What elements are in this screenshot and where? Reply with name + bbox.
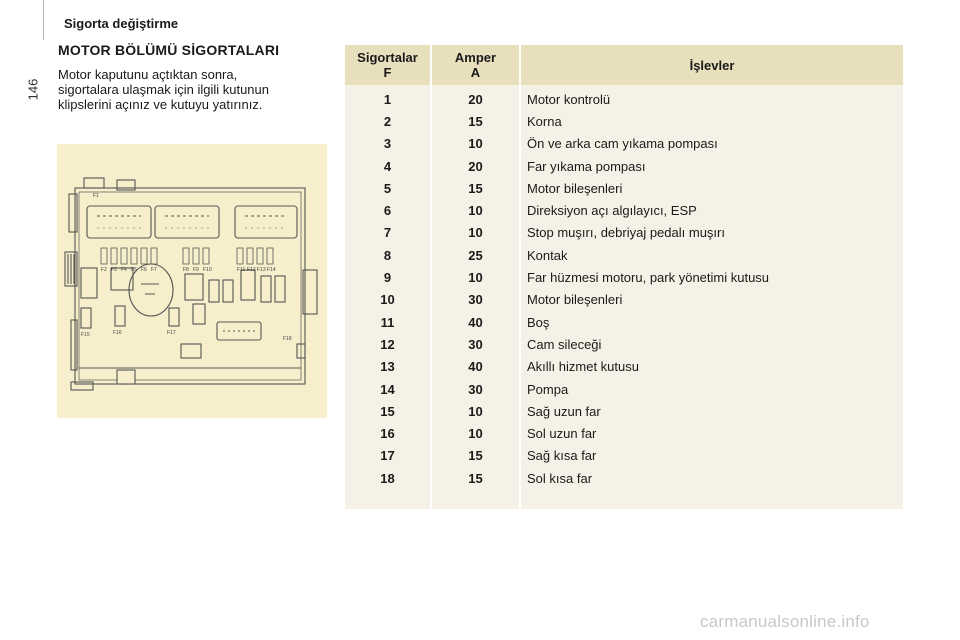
fuse-number: 6 bbox=[345, 199, 431, 221]
svg-text:F14: F14 bbox=[267, 267, 276, 273]
amperage: 30 bbox=[431, 289, 520, 311]
amperage: 10 bbox=[431, 199, 520, 221]
table-row bbox=[345, 311, 903, 333]
fuse-function: Motor bileşenleri bbox=[520, 289, 903, 311]
svg-text:F7: F7 bbox=[151, 267, 157, 273]
svg-text:F5: F5 bbox=[131, 267, 137, 273]
fuse-number: 11 bbox=[345, 311, 431, 333]
table-row bbox=[345, 333, 903, 355]
fuse-function: Sol uzun far bbox=[520, 422, 903, 444]
amperage: 10 bbox=[431, 133, 520, 155]
amperage: 10 bbox=[431, 266, 520, 288]
table-row bbox=[345, 400, 903, 422]
relay-left bbox=[81, 268, 97, 298]
amperage: 15 bbox=[431, 110, 520, 132]
amperage: 20 bbox=[431, 155, 520, 177]
svg-text:F10: F10 bbox=[203, 267, 212, 273]
intro-paragraph: Motor kaputunu açtıktan sonra, sigortalara ulaşmak için ilgili kutunun klipslerini açınız ve kutuyu yatırınız. bbox=[58, 67, 269, 112]
table-row bbox=[345, 155, 903, 177]
amperage: 15 bbox=[431, 445, 520, 467]
svg-text:F11: F11 bbox=[237, 267, 246, 273]
table-row bbox=[345, 378, 903, 400]
column-header-fuses: Sigortalar F bbox=[345, 45, 431, 85]
svg-text:F2: F2 bbox=[101, 267, 107, 273]
connector-left bbox=[87, 206, 151, 238]
fuse-number: 1 bbox=[345, 85, 431, 110]
fuse-number: 16 bbox=[345, 422, 431, 444]
table-row bbox=[345, 422, 903, 444]
fuse-function: Direksiyon açı algılayıcı, ESP bbox=[520, 199, 903, 221]
fuse-number: 4 bbox=[345, 155, 431, 177]
svg-text:F16: F16 bbox=[113, 330, 122, 336]
fuse-number: 9 bbox=[345, 266, 431, 288]
table-row bbox=[345, 244, 903, 266]
table-bottom-spacer bbox=[345, 489, 903, 509]
amperage: 10 bbox=[431, 400, 520, 422]
fuse-number: 8 bbox=[345, 244, 431, 266]
fuse-function: Motor bileşenleri bbox=[520, 177, 903, 199]
svg-text:F3: F3 bbox=[111, 267, 117, 273]
fuse-box-diagram bbox=[57, 144, 327, 418]
amperage: 10 bbox=[431, 422, 520, 444]
amperage: 15 bbox=[431, 467, 520, 489]
table-row bbox=[345, 467, 903, 489]
svg-text:F8: F8 bbox=[183, 267, 189, 273]
fuse-function: Sağ uzun far bbox=[520, 400, 903, 422]
margin-rule bbox=[43, 0, 44, 40]
section-title: MOTOR BÖLÜMÜ SİGORTALARI bbox=[58, 42, 280, 58]
svg-text:F13: F13 bbox=[257, 267, 266, 273]
fuse-number: 10 bbox=[345, 289, 431, 311]
table-row bbox=[345, 266, 903, 288]
top-left-clip bbox=[84, 178, 104, 188]
fuse-function: Stop muşırı, debriyaj pedalı muşırı bbox=[520, 222, 903, 244]
fuse-function: Cam sileceği bbox=[520, 333, 903, 355]
fuse-function: Far yıkama pompası bbox=[520, 155, 903, 177]
fuse-number: 15 bbox=[345, 400, 431, 422]
column-header-functions: İşlevler bbox=[520, 45, 903, 85]
fuse-table bbox=[345, 45, 903, 509]
amperage: 25 bbox=[431, 244, 520, 266]
connector-middle bbox=[155, 206, 219, 238]
fuse-number: 12 bbox=[345, 333, 431, 355]
amperage: 15 bbox=[431, 177, 520, 199]
table-row bbox=[345, 177, 903, 199]
fuse-number: 7 bbox=[345, 222, 431, 244]
amperage: 20 bbox=[431, 85, 520, 110]
fuse-function: Motor kontrolü bbox=[520, 85, 903, 110]
fuse-number: 13 bbox=[345, 356, 431, 378]
svg-text:F17: F17 bbox=[167, 330, 176, 336]
connector-right bbox=[235, 206, 297, 238]
svg-text:F15: F15 bbox=[81, 332, 90, 338]
table-row bbox=[345, 289, 903, 311]
fuse-function: Far hüzmesi motoru, park yönetimi kutusu bbox=[520, 266, 903, 288]
svg-text:F4: F4 bbox=[121, 267, 127, 273]
amperage: 30 bbox=[431, 333, 520, 355]
amperage: 10 bbox=[431, 222, 520, 244]
fuse-function: Sağ kısa far bbox=[520, 445, 903, 467]
column-header-amps: Amper A bbox=[431, 45, 520, 85]
fuse-number: 2 bbox=[345, 110, 431, 132]
table-row bbox=[345, 445, 903, 467]
table-row bbox=[345, 199, 903, 221]
table-row bbox=[345, 85, 903, 110]
fuse-function: Boş bbox=[520, 311, 903, 333]
fuse-function: Pompa bbox=[520, 378, 903, 400]
svg-text:F12: F12 bbox=[247, 267, 256, 273]
bottom-clip bbox=[117, 370, 135, 384]
table-row bbox=[345, 356, 903, 378]
table-row bbox=[345, 133, 903, 155]
svg-text:F18: F18 bbox=[283, 336, 292, 342]
fuse-function: Korna bbox=[520, 110, 903, 132]
table-header-row bbox=[345, 45, 903, 85]
svg-text:F1: F1 bbox=[93, 193, 99, 199]
svg-text:F6: F6 bbox=[141, 267, 147, 273]
watermark: carmanualsonline.info bbox=[700, 612, 870, 631]
fuse-number: 5 bbox=[345, 177, 431, 199]
fuse-function: Sol kısa far bbox=[520, 467, 903, 489]
page-number: 146 bbox=[25, 78, 41, 101]
chapter-title: Sigorta değiştirme bbox=[64, 16, 179, 31]
table-row bbox=[345, 110, 903, 132]
amperage: 40 bbox=[431, 311, 520, 333]
amperage: 30 bbox=[431, 378, 520, 400]
fuse-box-drawing bbox=[57, 144, 327, 418]
fuse-number: 3 bbox=[345, 133, 431, 155]
table-row bbox=[345, 222, 903, 244]
fuse-number: 17 bbox=[345, 445, 431, 467]
svg-text:F9: F9 bbox=[193, 267, 199, 273]
fuse-function: Kontak bbox=[520, 244, 903, 266]
amperage: 40 bbox=[431, 356, 520, 378]
fuse-function: Akıllı hizmet kutusu bbox=[520, 356, 903, 378]
fuse-function: Ön ve arka cam yıkama pompası bbox=[520, 133, 903, 155]
fuse-number: 14 bbox=[345, 378, 431, 400]
fuse-number: 18 bbox=[345, 467, 431, 489]
